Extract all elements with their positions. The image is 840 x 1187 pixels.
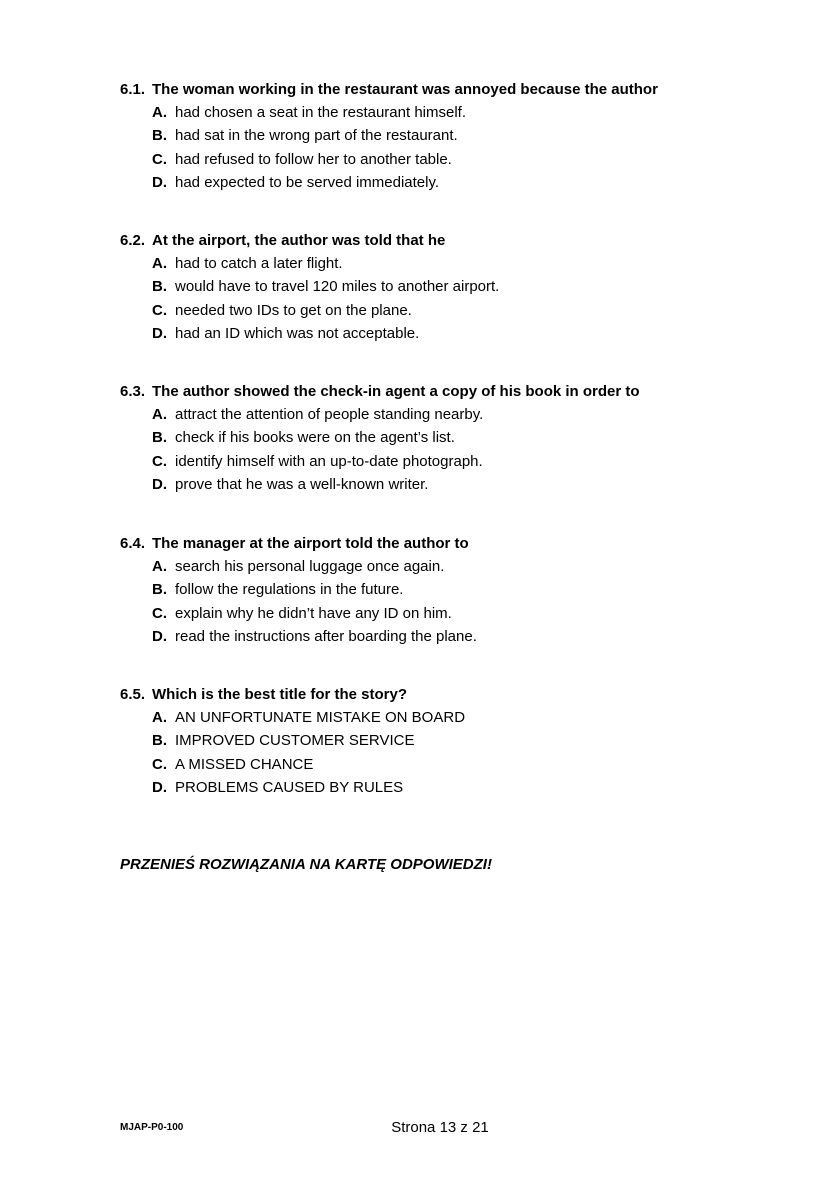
option-text: had chosen a seat in the restaurant himself. [175, 104, 467, 121]
question-text: The manager at the airport told the author to [152, 535, 469, 552]
option-letter: B. [152, 732, 167, 750]
option-text: check if his books were on the agent’s list. [175, 429, 455, 447]
question-6-5 [120, 683, 760, 799]
option-text: read the instructions after boarding the plane. [175, 627, 477, 645]
option-letter: B. [152, 278, 167, 296]
question-number: 6.4. [120, 535, 146, 552]
option-d [120, 473, 760, 496]
option-letter: A. [152, 709, 167, 726]
option-letter: C. [152, 301, 167, 319]
question-text: The woman working in the restaurant was annoyed because the author [152, 81, 658, 98]
option-text: search his personal luggage once again. [175, 558, 445, 575]
option-text: had to catch a later flight. [175, 255, 343, 272]
option-letter: D. [152, 778, 167, 796]
question-6-2 [120, 229, 760, 345]
exam-code: MJAP-P0-100 [120, 1122, 184, 1133]
option-letter: C. [152, 150, 167, 168]
option-d [120, 625, 760, 648]
option-letter: C. [152, 755, 167, 773]
option-c [120, 602, 760, 625]
option-letter: D. [152, 475, 167, 493]
option-text: follow the regulations in the future. [175, 581, 404, 599]
option-text: A MISSED CHANCE [175, 755, 314, 773]
option-c [120, 450, 760, 473]
option-letter: B. [152, 581, 167, 599]
option-text: AN UNFORTUNATE MISTAKE ON BOARD [175, 709, 466, 726]
option-text: had refused to follow her to another table. [175, 150, 452, 168]
option-c [120, 148, 760, 171]
option-text: attract the attention of people standing nearby. [175, 406, 484, 423]
page-number: Strona 13 z 21 [391, 1119, 489, 1136]
option-b [120, 275, 760, 298]
option-text: explain why he didn’t have any ID on him. [175, 604, 452, 622]
option-b [120, 426, 760, 449]
option-a [120, 403, 760, 426]
question-number: 6.5. [120, 686, 146, 703]
option-letter: A. [152, 558, 167, 575]
option-a [120, 555, 760, 578]
option-text: had an ID which was not acceptable. [175, 324, 420, 342]
option-letter: D. [152, 173, 167, 191]
option-text: prove that he was a well-known writer. [175, 475, 429, 493]
option-letter: C. [152, 604, 167, 622]
question-number: 6.1. [120, 81, 146, 98]
option-text: needed two IDs to get on the plane. [175, 301, 412, 319]
option-letter: C. [152, 452, 167, 470]
option-c [120, 299, 760, 322]
option-text: identify himself with an up-to-date photograph. [175, 452, 483, 470]
option-a [120, 252, 760, 275]
option-letter: A. [152, 406, 167, 423]
option-letter: A. [152, 104, 167, 121]
question-number: 6.3. [120, 383, 146, 400]
option-a [120, 706, 760, 729]
option-b [120, 729, 760, 752]
question-text: The author showed the check-in agent a copy of his book in order to [152, 383, 640, 400]
transfer-answers-instruction: PRZENIEŚ ROZWIĄZANIA NA KARTĘ ODPOWIEDZI! [120, 856, 492, 873]
option-d [120, 322, 760, 345]
option-d [120, 171, 760, 194]
option-text: had sat in the wrong part of the restaurant. [175, 127, 458, 145]
option-letter: B. [152, 127, 167, 145]
option-text: PROBLEMS CAUSED BY RULES [175, 778, 404, 796]
question-text: Which is the best title for the story? [152, 686, 408, 703]
question-6-1 [120, 78, 760, 194]
option-letter: A. [152, 255, 167, 272]
option-letter: D. [152, 627, 167, 645]
question-number: 6.2. [120, 232, 146, 249]
option-text: had expected to be served immediately. [175, 173, 440, 191]
option-d [120, 776, 760, 799]
option-b [120, 124, 760, 147]
option-a [120, 101, 760, 124]
option-text: IMPROVED CUSTOMER SERVICE [175, 732, 415, 750]
question-text: At the airport, the author was told that he [152, 232, 446, 249]
option-c [120, 753, 760, 776]
question-6-3 [120, 380, 760, 496]
question-6-4 [120, 532, 760, 648]
option-letter: B. [152, 429, 167, 447]
option-b [120, 578, 760, 601]
option-text: would have to travel 120 miles to another airport. [175, 278, 500, 296]
option-letter: D. [152, 324, 167, 342]
